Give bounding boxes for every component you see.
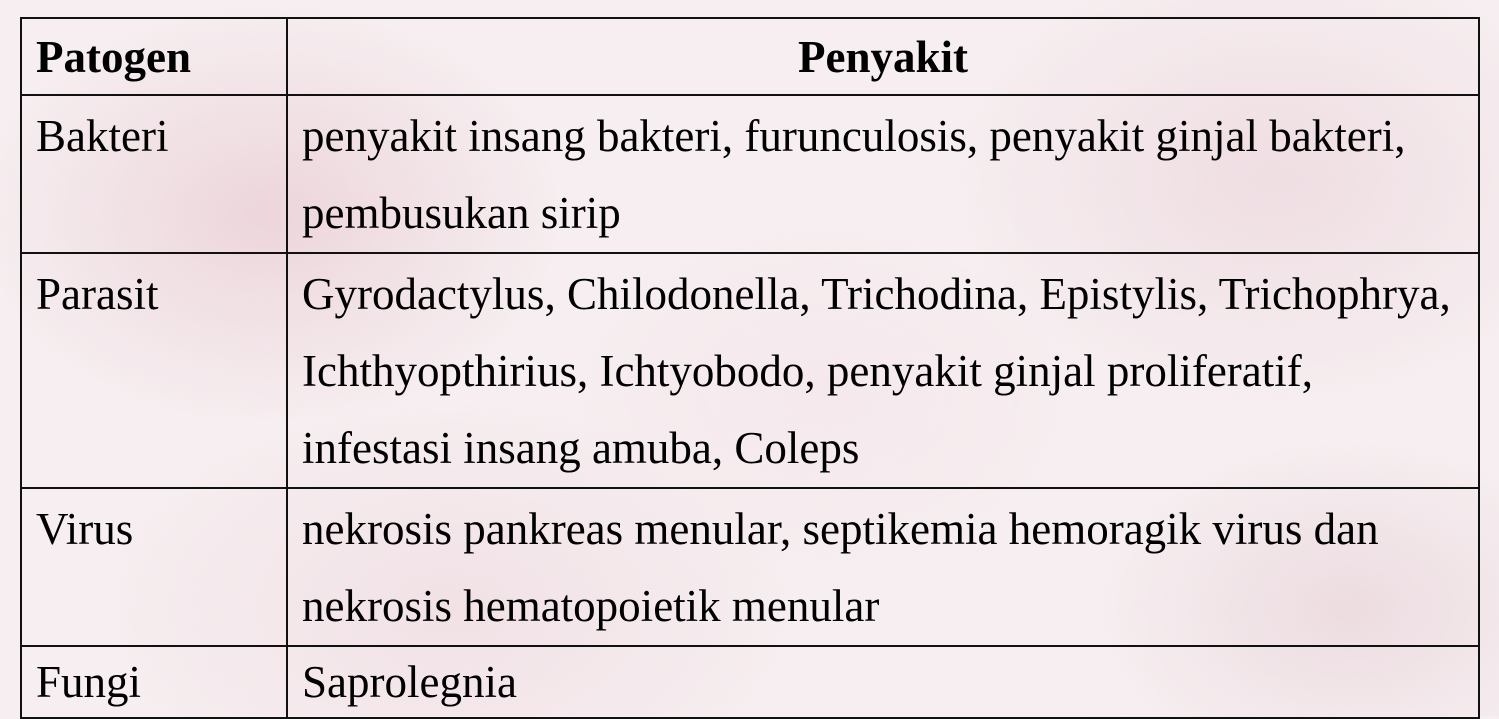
pathogen-cell: Bakteri xyxy=(21,95,287,253)
table-body xyxy=(21,95,1479,718)
table-header xyxy=(21,18,1479,95)
disease-cell: Gyrodactylus, Chilodonella, Trichodina, Epistylis, Trichophrya, Ichthyopthirius, Ichtyobodo, penyakit ginjal proliferatif, infestasi insang amuba, Coleps xyxy=(287,253,1479,488)
table-row xyxy=(21,253,1479,488)
header-disease: Penyakit xyxy=(287,18,1479,95)
disease-cell: nekrosis pankreas menular, septikemia hemoragik virus dan nekrosis hematopoietik menular xyxy=(287,488,1479,646)
disease-cell: penyakit insang bakteri, furunculosis, penyakit ginjal bakteri, pembusukan sirip xyxy=(287,95,1479,253)
pathogen-cell: Fungi xyxy=(21,646,287,718)
pathogen-disease-table xyxy=(20,17,1480,719)
pathogen-cell: Parasit xyxy=(21,253,287,488)
header-pathogen: Patogen xyxy=(21,18,287,95)
table-row xyxy=(21,488,1479,646)
header-row xyxy=(21,18,1479,95)
table-row xyxy=(21,95,1479,253)
pathogen-cell: Virus xyxy=(21,488,287,646)
table-row xyxy=(21,646,1479,718)
disease-cell: Saprolegnia xyxy=(287,646,1479,718)
